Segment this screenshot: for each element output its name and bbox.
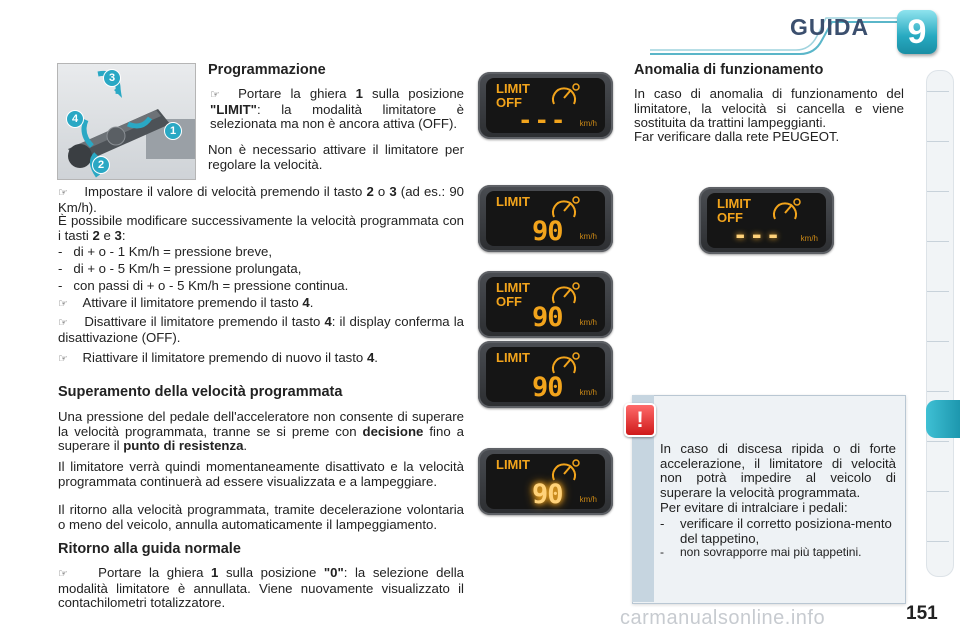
prog-bullet-1: ☞ Portare la ghiera 1 sulla posizione "LIMIT": la modalità limitatore è selezionata ma non è ancora attiva (OFF).: [210, 86, 464, 131]
prog-paragraph-1: Non è necessario attivare il limitatore per regolare la velocità.: [208, 142, 464, 172]
display-unit: km/h: [579, 495, 597, 504]
anomalia-paragraph-2: Far verificare dalla rete PEUGEOT.: [634, 129, 840, 144]
hand-pointer-icon: ☞: [58, 186, 68, 199]
section-title-programmazione: Programmazione: [208, 62, 326, 78]
display-dashes: ---: [733, 221, 783, 249]
display-speed: 90: [532, 372, 563, 403]
warning-list-item: - non sovrapporre mai più tappetini.: [660, 545, 862, 559]
prog-bullet-5: ☞ Riattivare il limitatore premendo di nuovo il tasto 4.: [58, 350, 378, 365]
prog-list-item: - con passi di + o - 5 Km/h = pressione continua.: [58, 278, 349, 293]
stalk-label-1: 1: [164, 122, 182, 140]
display-anomaly-dashes: [699, 187, 834, 254]
prog-list-item: - di + o - 1 Km/h = pressione breve,: [58, 244, 273, 259]
display-unit: km/h: [579, 318, 597, 327]
display-limit-text: LIMIT: [496, 194, 530, 209]
warning-list-item: - verificare il corretto posiziona-mento del tappetino,: [660, 516, 892, 546]
display-unit: km/h: [579, 388, 597, 397]
display-unit: km/h: [800, 234, 818, 243]
chapter-badge: 9: [897, 10, 937, 54]
display-speed: 90: [532, 216, 563, 247]
active-chapter-tab[interactable]: [926, 400, 960, 438]
display-limit-off-90: [478, 271, 613, 338]
prog-list-item: - di + o - 5 Km/h = pressione prolungata,: [58, 261, 302, 276]
hand-pointer-icon: ☞: [58, 352, 68, 365]
anomalia-paragraph-1: In caso di anomalia di funzionamento del limitatore, la velocità si cancella e viene sostituita da trattini lampeggianti.: [634, 86, 904, 130]
display-dashes: ---: [518, 106, 568, 134]
warning-paragraph-2: Per evitare di intralciare i pedali:: [660, 500, 848, 515]
page-title: GUIDA: [790, 14, 870, 40]
display-off-text: OFF: [717, 210, 743, 225]
display-limit-off-dashes: [478, 72, 613, 139]
superamento-paragraph-1: Una pressione del pedale dell'acceleratore non consente di superare la velocità programmata, tranne se si preme con decisione fino a superare il punto di resistenza.: [58, 409, 464, 453]
chapter-tab-strip: [926, 70, 954, 577]
ritorno-bullet-1: ☞ Portare la ghiera 1 sulla posizione "0": la selezione della modalità limitatore è annullata. Viene nuovamente visualizzato il contachilometri totalizzatore.: [58, 565, 464, 610]
prog-bullet-3: ☞ Attivare il limitatore premendo il tasto 4.: [58, 295, 314, 310]
display-speed: 90: [532, 302, 563, 333]
hand-pointer-icon: ☞: [58, 567, 68, 580]
display-limit-text: LIMIT: [496, 81, 530, 96]
display-limit-text: LIMIT: [717, 196, 751, 211]
display-limit-90-active: [478, 341, 613, 408]
superamento-paragraph-3: Il ritorno alla velocità programmata, tramite decelerazione volontaria o meno del veicolo, annulla automaticamente il lampeggiamento.: [58, 502, 464, 532]
prog-bullet-2: ☞ Impostare il valore di velocità premendo il tasto 2 o 3 (ad es.: 90 Km/h).: [58, 184, 465, 215]
warning-icon: !: [624, 403, 656, 437]
page-number: 151: [906, 603, 938, 624]
display-limit-text: LIMIT: [496, 457, 530, 472]
hand-pointer-icon: ☞: [58, 297, 68, 310]
stalk-figure: [57, 63, 196, 180]
section-title-anomalia: Anomalia di funzionamento: [634, 62, 824, 78]
stalk-label-2: 2: [92, 156, 110, 174]
display-off-text: OFF: [496, 95, 522, 110]
prog-bullet-4: ☞ Disattivare il limitatore premendo il tasto 4: il display conferma la disattivazione (OFF).: [58, 314, 465, 345]
display-limit-90-flashing: [478, 448, 613, 515]
watermark: carmanualsonline.info: [620, 607, 826, 629]
display-limit-90: [478, 185, 613, 252]
stalk-label-3: 3: [103, 69, 121, 87]
superamento-paragraph-2: Il limitatore verrà quindi momentaneamente disattivato e la velocità programmata continuerà ad essere visualizzata e a lampeggiare.: [58, 459, 464, 489]
prog-paragraph-2: È possibile modificare successivamente la velocità programmata con i tasti 2 e 3:: [58, 213, 464, 243]
speedometer-icon: [771, 197, 801, 223]
display-unit: km/h: [579, 232, 597, 241]
display-off-text: OFF: [496, 294, 522, 309]
section-title-superamento: Superamento della velocità programmata: [58, 384, 343, 400]
warning-paragraph-1: In caso di discesa ripida o di forte accelerazione, il limitatore di velocità non potrà impedire al veicolo di superare la velocità programmata.: [660, 441, 896, 500]
speedometer-icon: [550, 82, 580, 108]
display-limit-text: LIMIT: [496, 280, 530, 295]
display-speed: 90: [532, 479, 563, 510]
section-title-ritorno: Ritorno alla guida normale: [58, 541, 241, 557]
display-limit-text: LIMIT: [496, 350, 530, 365]
stalk-label-4: 4: [66, 110, 84, 128]
display-unit: km/h: [579, 119, 597, 128]
hand-pointer-icon: ☞: [210, 88, 220, 101]
hand-pointer-icon: ☞: [58, 316, 68, 329]
